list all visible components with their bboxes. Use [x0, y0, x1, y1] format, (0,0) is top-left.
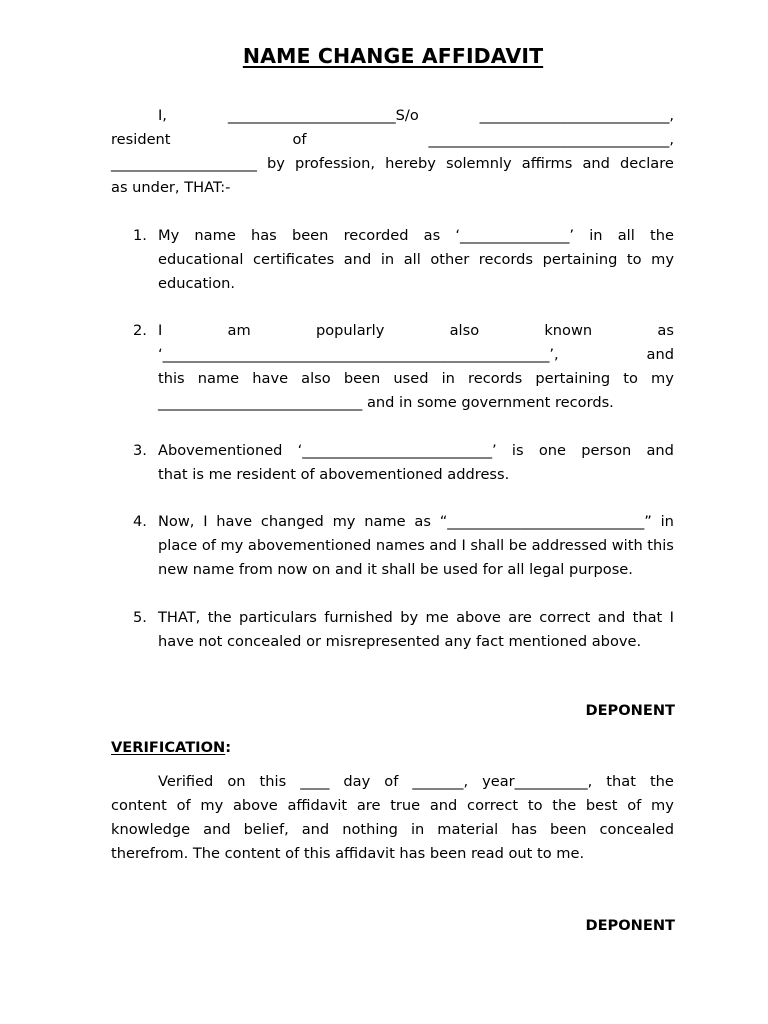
word: one [538, 442, 566, 459]
word: and [597, 609, 626, 626]
list-number: 3. [133, 442, 147, 459]
word: as [423, 227, 441, 244]
word: are [508, 609, 532, 626]
word: have [252, 370, 289, 387]
word: Abovementioned [158, 442, 283, 459]
document-title: NAME CHANGE AFFIDAVIT [242, 44, 544, 68]
word: other [430, 251, 470, 268]
item-3-line-1 [158, 439, 674, 463]
word: My [158, 227, 180, 244]
word: above [456, 609, 501, 626]
word: furnished [324, 609, 393, 626]
word: to [527, 797, 543, 814]
word: and [343, 251, 372, 268]
intro-line-3 [111, 152, 674, 176]
word: _________________________________, [428, 131, 674, 148]
word: in [441, 370, 455, 387]
word: by [267, 155, 285, 172]
word: ____________________ [111, 155, 257, 172]
word: my [332, 513, 356, 530]
word: to [623, 370, 638, 387]
item-1-line-1 [158, 224, 674, 248]
word: also [301, 370, 331, 387]
verification-line-4: therefrom. The content of this affidavit has been read out to me. [111, 845, 585, 862]
word: THAT, [158, 609, 201, 626]
intro-line-4: as under, THAT:- [111, 179, 231, 196]
word: pertaining [542, 251, 618, 268]
word: as [657, 322, 674, 339]
word: of [384, 773, 399, 790]
word: all [403, 251, 421, 268]
word: my [200, 797, 224, 814]
word: names [375, 537, 425, 554]
verification-line-1 [158, 770, 674, 794]
deponent-label: DEPONENT [585, 917, 675, 934]
word: name [194, 227, 236, 244]
word: my [651, 251, 674, 268]
word: my [651, 370, 674, 387]
word: declare [619, 155, 674, 172]
word: profession, [294, 155, 376, 172]
item-2-line-2 [158, 343, 674, 367]
item-4-line-1 [158, 510, 674, 534]
word: Now, [158, 513, 195, 530]
word: this [158, 370, 185, 387]
word: addressed [531, 537, 608, 554]
word: of [201, 537, 216, 554]
word: content [111, 797, 167, 814]
word: been [343, 370, 381, 387]
word: been [291, 227, 329, 244]
word: in [410, 821, 425, 838]
word: _______________________S/o [227, 107, 419, 124]
list-number: 5. [133, 609, 147, 626]
word: of [292, 131, 307, 148]
word: day [343, 773, 371, 790]
word: to [626, 251, 642, 268]
list-number: 2. [133, 322, 147, 339]
verification-heading-colon: : [225, 739, 232, 756]
word: as [414, 513, 431, 530]
word: hereby [385, 155, 436, 172]
word: changed [260, 513, 324, 530]
word: used [393, 370, 429, 387]
word: in [380, 251, 395, 268]
word: and [203, 821, 231, 838]
intro-line-1 [158, 104, 674, 128]
word: correct [467, 797, 519, 814]
word: the [649, 773, 674, 790]
word: I [669, 609, 674, 626]
word: the [552, 797, 577, 814]
item-5-line-1 [158, 606, 674, 630]
word: ____ [300, 773, 330, 790]
word: belief, [243, 821, 289, 838]
word: my [220, 537, 244, 554]
word: also [449, 322, 480, 339]
word: name [197, 370, 240, 387]
word: this [647, 537, 674, 554]
word: and [646, 346, 674, 363]
word: been [550, 821, 587, 838]
word: ‘_______________’ [455, 227, 575, 244]
word: with [611, 537, 643, 554]
word: are [356, 797, 381, 814]
word: I [158, 322, 163, 339]
word: I [461, 537, 466, 554]
word: Verified [158, 773, 214, 790]
word: am [227, 322, 251, 339]
verification-heading [111, 736, 231, 760]
item-1-line-3: education. [158, 275, 236, 292]
word: _______, [412, 773, 469, 790]
word: of [627, 797, 642, 814]
word: I [203, 513, 208, 530]
verification-line-2 [111, 794, 674, 818]
word: ‘_____________________________________________________’, [158, 346, 559, 363]
word: affirms [521, 155, 573, 172]
word: “___________________________” [439, 513, 652, 530]
word: recorded [343, 227, 409, 244]
word: and [646, 442, 674, 459]
word: particulars [239, 609, 317, 626]
word: me [425, 609, 449, 626]
item-3-line-2: that is me resident of abovementioned address. [158, 466, 510, 483]
word: have [216, 513, 253, 530]
word: material [437, 821, 499, 838]
word: educational [158, 251, 244, 268]
word: all [617, 227, 635, 244]
word: be [508, 537, 528, 554]
word: and [582, 155, 610, 172]
word: shall [470, 537, 505, 554]
word: that [606, 773, 636, 790]
word: popularly [315, 322, 385, 339]
word: year__________, [482, 773, 593, 790]
list-number: 1. [133, 227, 147, 244]
word: nothing [342, 821, 398, 838]
word: has [511, 821, 538, 838]
word: solemnly [445, 155, 512, 172]
word: true [390, 797, 421, 814]
word: in [589, 227, 603, 244]
word: records [468, 370, 523, 387]
verification-line-3 [111, 818, 674, 842]
word: ‘__________________________’ [297, 442, 497, 459]
word: known [544, 322, 593, 339]
deponent-label: DEPONENT [585, 702, 675, 719]
item-5-line-2: have not concealed or misrepresented any fact mentioned above. [158, 633, 642, 650]
word: and [429, 797, 458, 814]
item-2-line-4: ____________________________ and in some government records. [158, 394, 614, 411]
word: concealed [599, 821, 674, 838]
word: person [581, 442, 632, 459]
item-1-line-2 [158, 248, 674, 272]
word: on [227, 773, 246, 790]
word: of [176, 797, 191, 814]
word: is [511, 442, 524, 459]
word: place [158, 537, 198, 554]
item-4-line-2 [158, 534, 674, 558]
word: name [364, 513, 406, 530]
word: above [232, 797, 278, 814]
word: has [250, 227, 277, 244]
verification-heading-label: VERIFICATION [111, 739, 226, 756]
intro-line-2 [111, 128, 674, 152]
word: affidavit [287, 797, 348, 814]
word: and [429, 537, 457, 554]
word: the [207, 609, 232, 626]
word: the [649, 227, 674, 244]
word: my [651, 797, 674, 814]
word: resident [111, 131, 171, 148]
word: abovementioned [247, 537, 372, 554]
word: and [301, 821, 330, 838]
word: pertaining [535, 370, 611, 387]
word: __________________________, [479, 107, 674, 124]
word: I, [158, 107, 167, 124]
item-2-line-1 [158, 319, 674, 343]
word: best [585, 797, 618, 814]
word: in [660, 513, 674, 530]
item-4-line-3: new name from now on and it shall be used for all legal purpose. [158, 561, 633, 578]
word: correct [539, 609, 591, 626]
word: this [259, 773, 287, 790]
word: by [400, 609, 419, 626]
word: certificates [252, 251, 335, 268]
word: that [632, 609, 663, 626]
item-2-line-3 [158, 367, 674, 391]
word: records [478, 251, 534, 268]
word: knowledge [111, 821, 191, 838]
list-number: 4. [133, 513, 147, 530]
